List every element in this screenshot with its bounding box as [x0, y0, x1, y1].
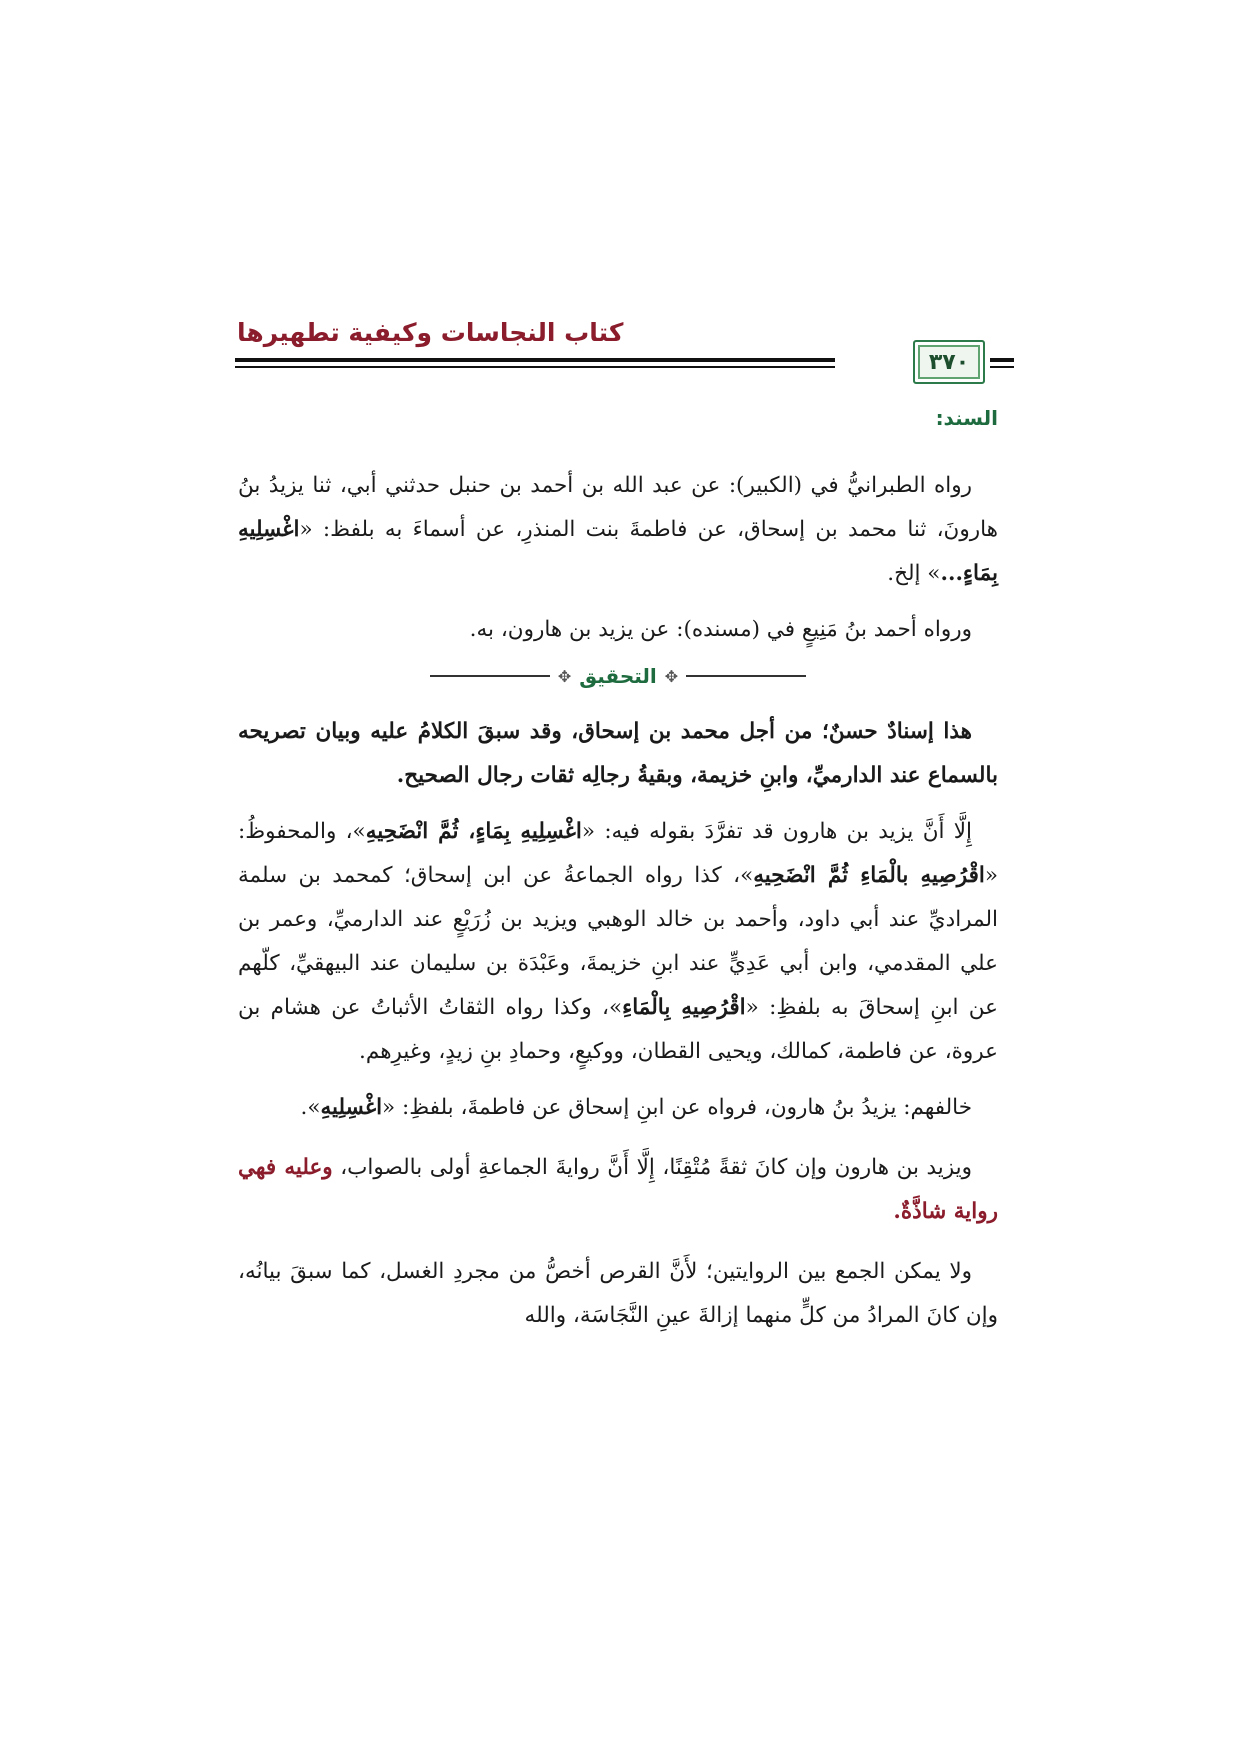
page-content	[238, 402, 998, 1338]
page-number: ٣٧٠	[928, 349, 970, 375]
text-run: رواه الطبرانيُّ في (الكبير): عن عبد الله بن أحمد بن حنبل حدثني أبي، ثنا يزيدُ بنُ هارونَ، ثنا محمد بن إسحاق، عن فاطمةَ بنت المنذرِ، عن أسماءَ به بلفظ: «	[238, 473, 998, 542]
page-number-frame	[913, 340, 985, 384]
hadith-quote: اقْرُصِيهِ بِالْمَاءِ	[622, 995, 746, 1020]
header-rule-thick	[235, 358, 835, 362]
text-run: »، كذا رواه الجماعةُ عن ابن إسحاق؛ كمحمد بن سلمة المراديِّ عند أبي داود، وأحمد بن خالد الوهبي ويزيد بن زُرَيْعٍ عند الدارميِّ، وعمر بن علي المقدمي، وابن أبي عَدِيٍّ عند ابنِ خزيمةَ، وعَبْدَة بن سليمان عند البيهقيِّ، كلّهم عن ابنِ إسحاقَ به بلفظِ: «	[238, 863, 999, 1020]
text-run: » إلخ.	[887, 561, 941, 586]
tahqiq-heading: التحقيق	[579, 664, 657, 688]
paragraph-ahmad-bin-mani: ورواه أحمد بنُ مَنِيعٍ في (مسنده): عن يزيد بن هارون، به.	[469, 617, 972, 642]
page-header	[225, 318, 1015, 388]
hadith-quote: اغْسِلِيهِ بِمَاءٍ...	[238, 517, 998, 586]
paragraph-tabarani	[238, 464, 998, 596]
hadith-quote: اقْرُصِيهِ بالْمَاءِ ثُمَّ انْضَحِيهِ	[753, 863, 985, 888]
ornament-icon: ✥	[557, 666, 572, 686]
sanad-heading: السند:	[935, 406, 998, 430]
tahqiq-divider	[238, 656, 998, 696]
ruling-highlight: وعليه فهي رواية شاذَّةٌ.	[238, 1155, 998, 1224]
header-rule-right-thick	[990, 358, 1014, 362]
paragraph-verdict: هذا إسنادٌ حسنٌ؛ من أجل محمد بن إسحاق، وقد سبقَ الكلامُ عليه وبيان تصريحه بالسماع عند الدارميِّ، وابنِ خزيمة، وبقيةُ رجالِه ثقات رجال الصحيح.	[238, 719, 998, 788]
text-run: »، وكذا رواه الثقاتُ الأثباتُ عن هشام بن عروة، عن فاطمة، كمالك، ويحيى القطان، ووكيعٍ، وحمادِ بنِ زيدٍ، وغيرِهم.	[238, 995, 998, 1064]
text-run: إِلَّا أَنَّ يزيد بن هارون قد تفرَّدَ بقوله فيه: «	[581, 819, 972, 844]
text-run: ».	[300, 1095, 321, 1120]
paragraph-contradiction	[238, 1086, 998, 1130]
paragraph-shadh-ruling	[238, 1146, 998, 1234]
header-rule-thin	[235, 366, 835, 368]
ornament-icon: ✥	[664, 666, 679, 686]
text-run: »، والمحفوظُ: «	[238, 819, 998, 888]
hadith-quote: اغْسِلِيهِ	[320, 1095, 383, 1120]
hadith-quote: اغْسِلِيهِ بِمَاءٍ، ثُمَّ انْضَحِيهِ	[365, 819, 582, 844]
header-rule-right-thin	[990, 366, 1014, 368]
text-run: ويزيد بن هارون وإن كانَ ثقةً مُتْقِنًا، إِلَّا أَنَّ روايةَ الجماعةِ أولى بالصواب،	[332, 1155, 973, 1180]
book-title: كتاب النجاسات وكيفية تطهيرها	[237, 318, 624, 347]
text-run: خالفهم: يزيدُ بنُ هارون، فرواه عن ابنِ إسحاق عن فاطمةَ، بلفظِ: «	[382, 1095, 972, 1120]
divider-line	[686, 675, 806, 677]
divider-line	[430, 675, 550, 677]
paragraph-discrepancy	[238, 810, 998, 1074]
paragraph-reconciliation: ولا يمكن الجمع بين الروايتين؛ لأَنَّ القرص أخصُّ من مجردِ الغسل، كما سبقَ بيانُه، وإن كانَ المرادُ من كلٍّ منهما إزالةَ عينِ النَّجَاسَة، والله	[238, 1259, 998, 1328]
